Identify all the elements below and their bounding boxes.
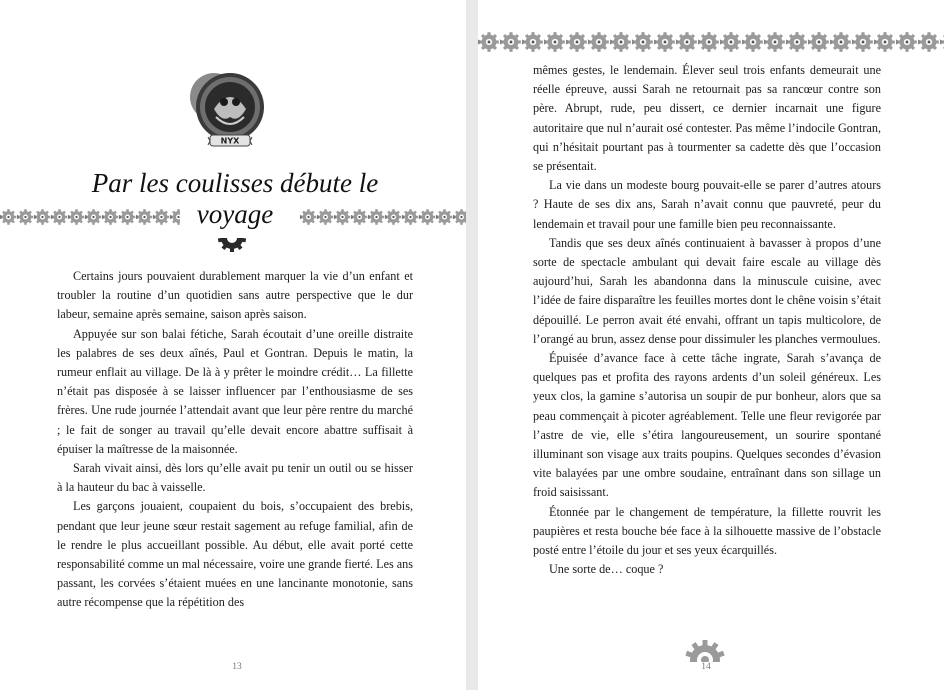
body-text-right [533,61,881,579]
body-text-left [57,267,413,613]
paragraph: Étonnée par le changement de température, la fillette rouvrit les paupières et resta bouche bée face à la silhouette massive de l’obstacle posté entre l’étoile du jour et ses yeux écarquillés. [533,504,881,558]
right-page [478,0,944,690]
paragraph: Une sorte de… coque ? [549,562,664,577]
paragraph: Appuyée sur son balai fétiche, Sarah écoutait d’une oreille distraite les palabres de ses deux aînés, Paul et Gontran. Depuis le matin, la rumeur enflait au village. De là à y prêter le moindre crédit… La fillette n’était pas disposée à se laisser influencer par l’enthousiasme de ses frères. Une rude journée l’attendait avant que leur père rentre du marché ; le fait de songer au travail qu’elle devait encore abattre suffisait à épuiser la maîtresse de la maisonnée. [57,326,413,456]
half-gear-icon [216,234,248,264]
paragraph: mêmes gestes, le lendemain. Élever seul trois enfants demeurait une réelle épreuve, aussi Sarah ne retournait pas sa rancœur contre son père. Abrupt, rude, peu dissert, ce dernier incarnait une figure autoritaire que nul n’aurait osé contester. Pas même l’indocile Gontran, qui n’hésitait pourtant pas à tourmenter sa cadette dès que l’occasion se présentait. [533,63,881,174]
steampunk-gear-medallion-icon [186,57,270,165]
svg-text:NYX: NYX [220,136,240,146]
half-gear-icon [683,634,727,662]
page-number: 13 [232,662,242,672]
gear-chain-border-icon [478,30,944,54]
paragraph: Certains jours pouvaient durablement marquer la vie d’un enfant et troubler la routine d’un quotidien sans autre perspective que le dur labeur, semaine après semaine, saison après saison. [57,269,413,322]
chapter-title: Par les coulisses débute le voyage [91,168,379,229]
paragraph: La vie dans un modeste bourg pouvait-elle se parer d’autres atours ? Haute de ses dix ans, Sarah n’avait connu que pauvreté, peur du lendemain et travail pour une famille bien peu reconnaissante. [533,178,881,231]
paragraph: Sarah vivait ainsi, dès lors qu’elle avait pu tenir un outil ou se hisser à la hauteur du bac à vaisselle. [57,461,413,495]
gear-chain-border-icon [0,207,180,227]
paragraph: Tandis que ses deux aînés continuaient à bavasser à propos d’une sorte de spectacle ambulant qui devait faire escale au village dès aujourd’hui, Sarah les abandonna dans la minuscule cuisine, avec l’idée de faire disparaître les feuilles mortes dont le chêne voisin s’était dépouillé. Le perron avait été envahi, offrant un tapis multicolore, de l’orangé au brun, assez dense pour dissimuler les planches vermoulues. [533,235,881,346]
left-page [0,0,466,690]
paragraph: Épuisée d’avance face à cette tâche ingrate, Sarah s’avança de quelques pas et profita des rayons ardents d’un soleil généreux. Les yeux clos, la gamine s’autorisa un soupir de pur bonheur, alors que sa peau commençait à picoter agréablement. Telle une fleur revigorée par l’astre de vie, elle s’étira langoureusement, un sourire spontané illuminant son visage aux traits poupins. Quelques secondes d’évasion vite balayées par une ombre soudaine, entraînant dans son sillage un froid saisissant. [533,351,881,500]
gear-chain-border-icon [300,207,466,227]
paragraph: Les garçons jouaient, coupaient du bois, s’occupaient des brebis, pendant que leur jeune sœur restait sagement au refuge familial, afin de le rendre le plus accueillant possible. Au début, elle avait porté cette responsabilité comme un mal nécessaire, voire une grande fierté. Les ans passant, les corvées s’étaient muées en une lancinante monotonie, sans autre récompense que la répétition des [57,499,414,610]
page-number: 14 [701,662,711,672]
